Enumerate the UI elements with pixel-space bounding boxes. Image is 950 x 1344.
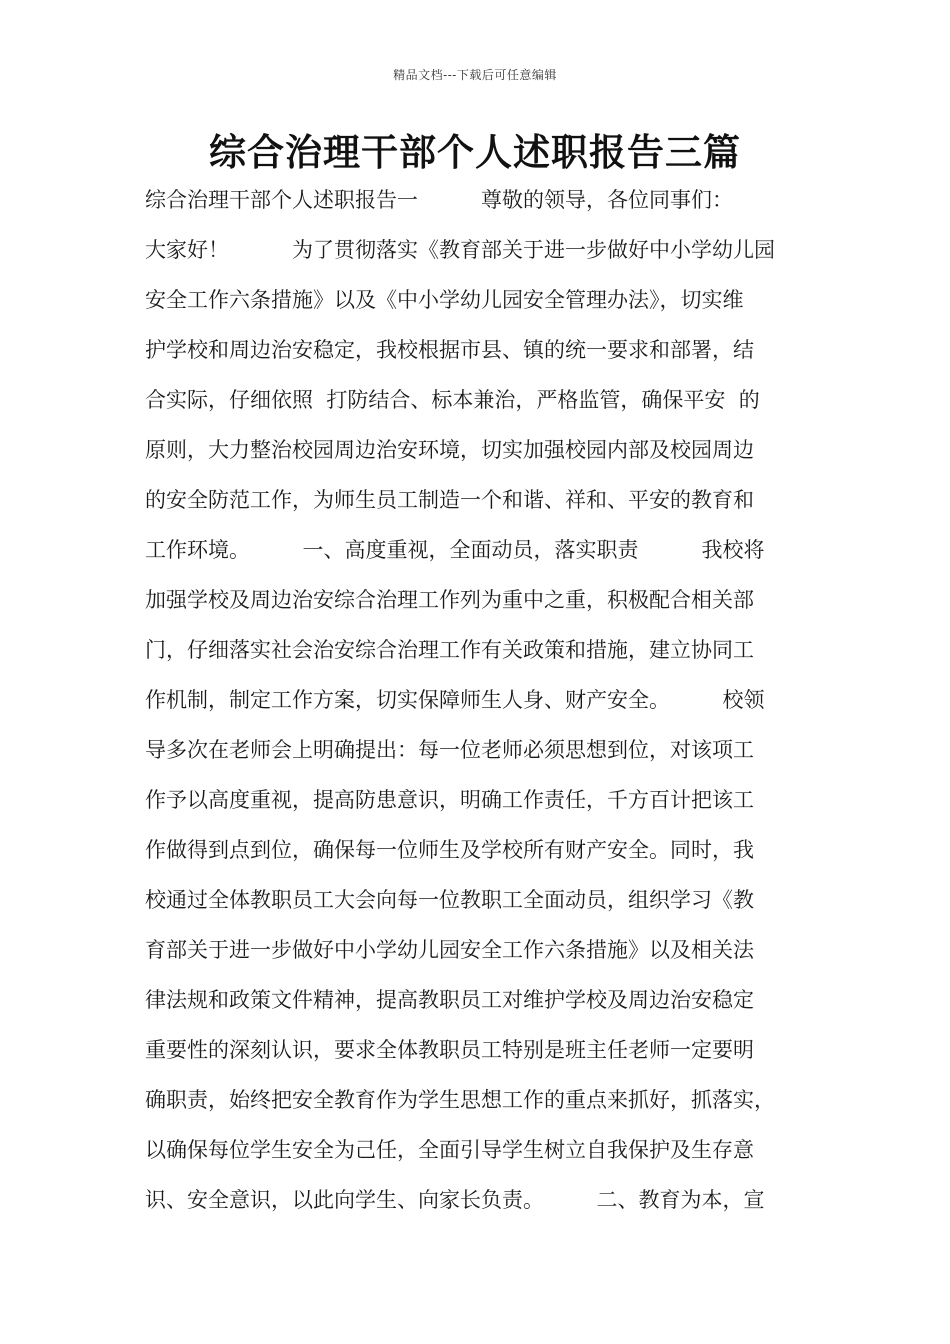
body-line: 律法规和政策文件精神，提高教职员工对维护学校及周边治安稳定 (145, 988, 754, 1012)
header-note: 精品文档---下载后可任意编辑 (393, 68, 557, 82)
body-line: 识、安全意识，以此向学生、向家长负责。 二、教育为本，宣 (145, 1188, 765, 1212)
body-line: 的安全防范工作，为师生员工制造一个和谐、祥和、平安的教育和 (145, 488, 754, 512)
body-line: 育部关于进一步做好中小学幼儿园安全工作六条措施》以及相关法 (145, 938, 754, 962)
body-line: 原则，大力整治校园周边治安环境，切实加强校园内部及校园周边 (145, 438, 754, 462)
body-line: 门，仔细落实社会治安综合治理工作有关政策和措施，建立协同工 (145, 638, 754, 662)
body-line: 加强学校及周边治安综合治理工作列为重中之重，积极配合相关部 (145, 588, 754, 612)
body-line: 导多次在老师会上明确提出：每一位老师必须思想到位，对该项工 (145, 738, 754, 762)
body-line: 作予以高度重视，提高防患意识，明确工作责任，千方百计把该工 (145, 788, 754, 812)
body-line: 大家好！ 为了贯彻落实《教育部关于进一步做好中小学幼儿园 (145, 238, 775, 262)
body-line: 工作环境。 一、高度重视，全面动员，落实职责 我校将 (145, 538, 765, 562)
body-line: 以确保每位学生安全为己任，全面引导学生树立自我保护及生存意 (145, 1138, 754, 1162)
body-line: 校通过全体教职员工大会向每一位教职工全面动员，组织学习《教 (145, 888, 754, 912)
body-line: 作做得到点到位，确保每一位师生及学校所有财产安全。同时，我 (145, 838, 754, 862)
body-line: 安全工作六条措施》以及《中小学幼儿园安全管理办法》，切实维 (145, 288, 744, 312)
document-body (145, 180, 805, 1230)
body-line: 重要性的深刻认识，要求全体教职员工特别是班主任老师一定要明 (145, 1038, 754, 1062)
body-line: 作机制，制定工作方案，切实保障师生人身、财产安全。 校领 (145, 688, 765, 712)
body-line: 确职责，始终把安全教育作为学生思想工作的重点来抓好，抓落实， (145, 1088, 775, 1112)
body-line: 综合治理干部个人述职报告一 尊敬的领导，各位同事们： (145, 188, 733, 212)
document-title: 综合治理干部个人述职报告三篇 (209, 130, 741, 174)
body-line: 合实际，仔细依照 打防结合、标本兼治，严格监管，确保平安 的 (145, 388, 760, 412)
body-line: 护学校和周边治安稳定，我校根据市县、镇的统一要求和部署，结 (145, 338, 754, 362)
